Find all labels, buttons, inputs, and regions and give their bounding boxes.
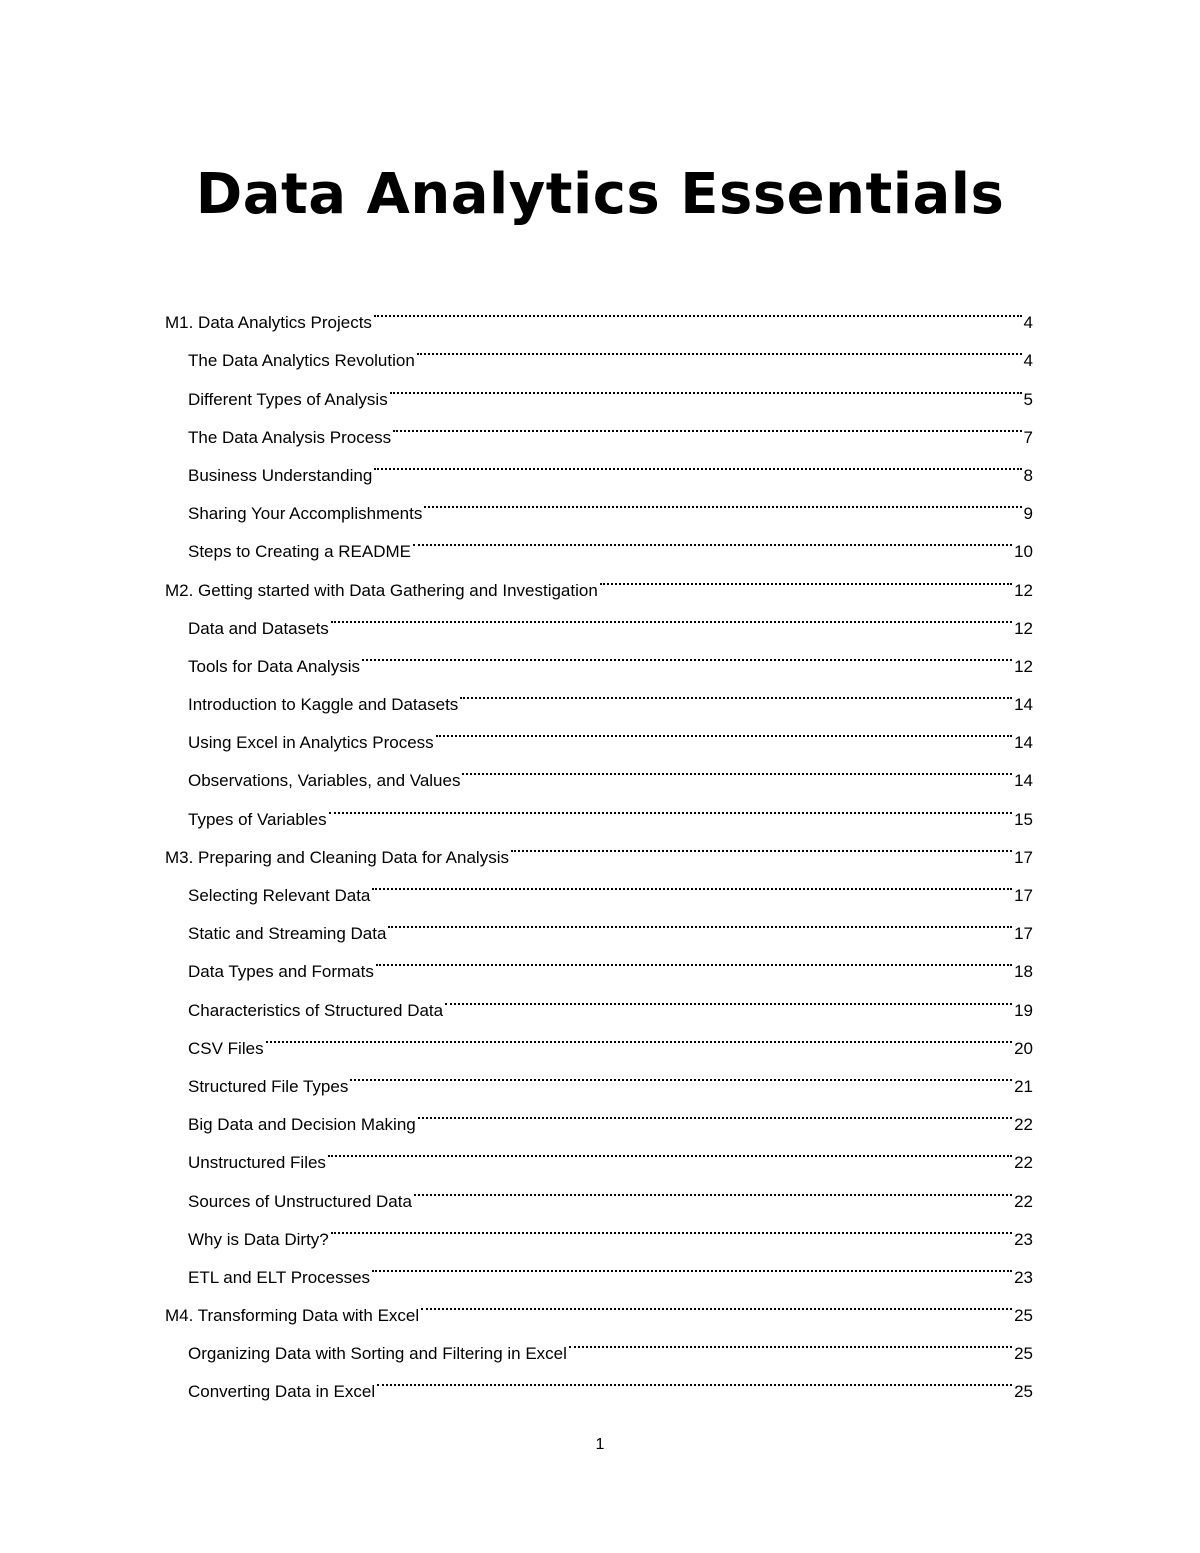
toc-entry-label: CSV Files [188,1038,264,1058]
toc-entry-page-number: 4 [1023,351,1033,371]
toc-dot-leader [377,1359,1012,1397]
toc-entry-label: Structured File Types [188,1076,349,1096]
toc-dot-leader [511,825,1012,863]
toc-entry-label: Tools for Data Analysis [188,656,360,676]
toc-entry-label: Selecting Relevant Data [188,886,371,905]
toc-entry-page-number: 14 [1014,771,1033,791]
toc-entry-page-number: 25 [1014,1382,1033,1402]
toc-section-entry[interactable] [165,1016,1033,1058]
toc-dot-leader [376,939,1012,977]
toc-entry-label: Big Data and Decision Making [188,1115,416,1135]
toc-entry-page-number: 22 [1014,1191,1033,1211]
toc-entry-page-number: 4 [1023,313,1033,333]
toc-entry-page-number: 12 [1014,618,1033,638]
toc-entry-label: Characteristics of Structured Data [188,1000,444,1020]
toc-dot-leader [414,1168,1012,1206]
toc-entry-label: M1. Data Analytics Projects [165,313,372,333]
toc-dot-leader [600,557,1012,595]
toc-entry-page-number: 14 [1014,695,1033,715]
toc-entry-page-number: 7 [1023,427,1033,447]
toc-dot-leader [374,443,1021,481]
toc-module-entry[interactable] [165,290,1033,333]
toc-entry-page-number: 23 [1014,1267,1033,1287]
toc-dot-leader [350,1054,1012,1092]
toc-entry-label: Observations, Variables, and Values [188,771,461,791]
toc-entry-page-number: 10 [1014,542,1033,562]
toc-dot-leader [372,1245,1012,1283]
toc-entry-label: Why is Data Dirty? [188,1229,329,1249]
toc-dot-leader [424,481,1021,519]
toc-dot-leader [421,1283,1012,1321]
toc-entry-label: Sharing Your Accomplishments [188,504,423,524]
toc-entry-label: M2. Getting started with Data Gathering and Investigation [165,580,598,600]
toc-dot-leader [329,786,1012,824]
toc-dot-leader [417,328,1022,366]
toc-dot-leader [390,366,1022,404]
toc-entry-page-number: 18 [1014,962,1033,982]
toc-entry-page-number: 22 [1014,1153,1033,1173]
toc-entry-page-number: 21 [1014,1076,1033,1096]
toc-dot-leader [374,290,1022,328]
toc-entry-page-number: 17 [1014,924,1033,944]
toc-entry-page-number: 25 [1014,1306,1033,1326]
toc-dot-leader [569,1321,1012,1359]
toc-dot-leader [362,634,1012,672]
toc-dot-leader [413,519,1012,557]
toc-entry-label: The Data Analysis Process [188,427,392,447]
toc-entry-label: Static and Streaming Data [188,924,387,944]
toc-dot-leader [331,1207,1012,1245]
toc-entry-label: Data Types and Formats [188,962,374,982]
toc-dot-leader [328,1130,1012,1168]
toc-entry-label: Using Excel in Analytics Process [188,733,434,753]
toc-entry-page-number: 25 [1014,1344,1033,1364]
document-title: Data Analytics Essentials [195,162,1005,227]
toc-dot-leader [331,596,1012,634]
toc-entry-label: Converting Data in Excel [188,1382,376,1402]
toc-entry-label: M3. Preparing and Cleaning Data for Analysis [165,847,509,867]
toc-entry-label: The Data Analytics Revolution [188,351,415,371]
toc-entry-label: Steps to Creating a README [188,542,411,562]
toc-dot-leader [418,1092,1012,1130]
toc-entry-label: Sources of Unstructured Data [188,1191,412,1211]
toc-dot-leader [445,977,1012,1015]
toc-entry-label: ETL and ELT Processes [188,1267,371,1287]
toc-entry-page-number: 23 [1014,1229,1033,1249]
toc-entry-label: Organizing Data with Sorting and Filtering in Excel [188,1344,567,1364]
toc-entry-label: Introduction to Kaggle and Datasets [188,695,459,715]
toc-entry-label: M4. Transforming Data with Excel [165,1306,420,1326]
toc-entry-page-number: 17 [1014,886,1033,905]
toc-entry-page-number: 20 [1014,1038,1033,1058]
table-of-contents [165,290,1033,1402]
toc-entry-page-number: 12 [1014,656,1033,676]
toc-section-entry[interactable] [165,1054,1033,1096]
toc-dot-leader [393,405,1021,443]
toc-dot-leader [372,863,1012,901]
toc-entry-page-number: 5 [1023,389,1033,409]
toc-entry-label: Different Types of Analysis [188,389,388,409]
toc-entry-label: Business Understanding [188,465,373,485]
toc-entry-label: Data and Datasets [188,618,329,638]
toc-entry-page-number: 15 [1014,809,1033,829]
toc-entry-page-number: 14 [1014,733,1033,753]
toc-entry-label: Unstructured Files [188,1153,326,1173]
toc-dot-leader [388,901,1012,939]
toc-entry-page-number: 22 [1014,1115,1033,1135]
toc-entry-page-number: 9 [1023,504,1033,524]
toc-entry-page-number: 12 [1014,580,1033,600]
toc-dot-leader [460,672,1012,710]
toc-dot-leader [436,710,1012,748]
toc-entry-label: Types of Variables [188,809,327,829]
toc-dot-leader [462,748,1012,786]
toc-entry-page-number: 19 [1014,1000,1033,1020]
page-number: 1 [595,1436,605,1453]
toc-dot-leader [266,1016,1013,1054]
toc-entry-page-number: 8 [1023,465,1033,485]
toc-entry-page-number: 17 [1014,847,1033,867]
